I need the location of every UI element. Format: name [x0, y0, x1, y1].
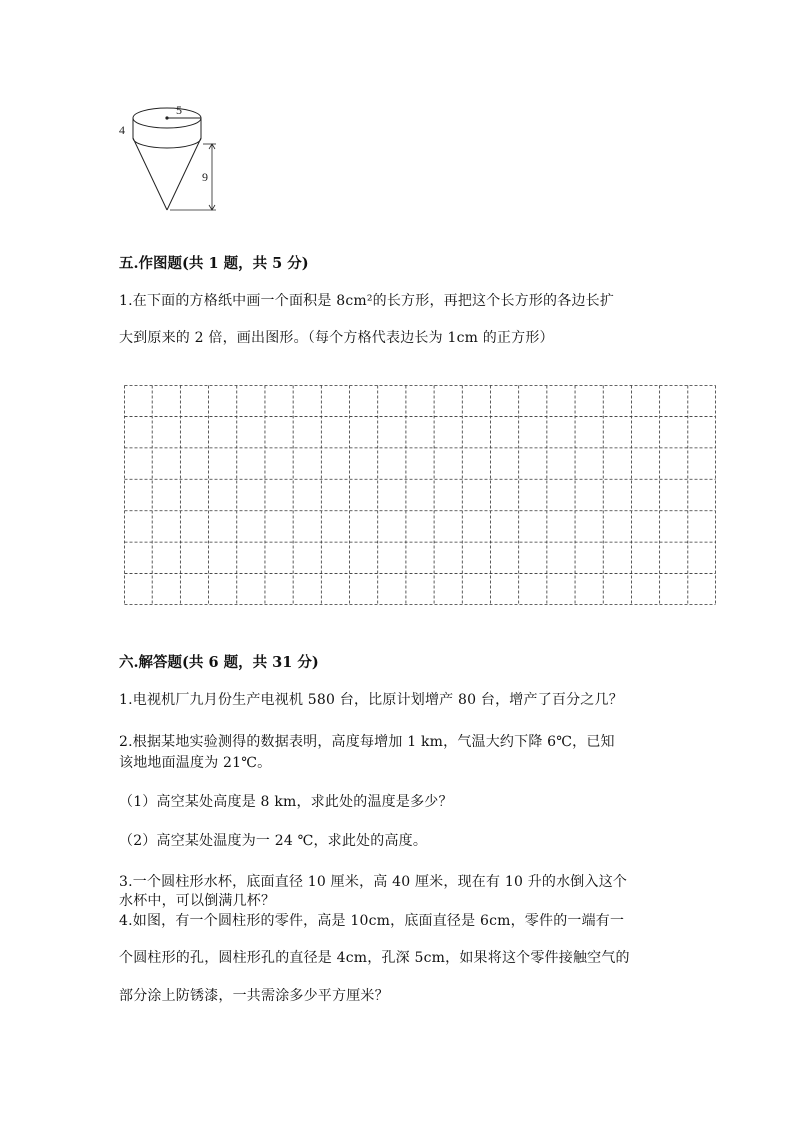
s6-q4-line2: 个圆柱形的孔，圆柱形孔的直径是 4cm，孔深 5cm，如果将这个零件接触空气的	[119, 950, 630, 966]
radius-label: 5	[176, 103, 182, 117]
cone-height-label: 9	[202, 170, 208, 184]
section6-heading: 六.解答题(共 6 题，共 31 分)	[119, 654, 319, 671]
cone-left-side	[133, 138, 167, 210]
s6-q2-line2: 该地地面温度为 21℃。	[119, 755, 272, 771]
section5-heading: 五.作图题(共 1 题，共 5 分)	[119, 255, 309, 272]
s6-q1: 1.电视机厂九月份生产电视机 580 台，比原计划增产 80 台，增产了百分之几？	[119, 692, 623, 708]
cylinder-height-label: 4	[119, 123, 125, 137]
s6-q3-line1: 3.一个圆柱形水杯，底面直径 10 厘米，高 40 厘米，现在有 10 升的水倒入这个	[119, 874, 628, 890]
s5-q1-line1: 1.在下面的方格纸中画一个面积是 8cm²的长方形，再把这个长方形的各边长扩	[119, 293, 615, 309]
s6-q2-sub1: （1）高空某处高度是 8 km，求此处的温度是多少？	[119, 794, 453, 810]
s6-q2-line1: 2.根据某地实验测得的数据表明，高度每增加 1 km，气温大约下降 6℃，已知	[119, 734, 615, 750]
s5-q1-line2: 大到原来的 2 倍，画出图形。（每个方格代表边长为 1cm 的正方形）	[119, 330, 554, 346]
s6-q2-sub2: （2）高空某处温度为一 24 ℃，求此处的高度。	[119, 833, 428, 849]
cylinder-cone-figure	[112, 92, 222, 216]
s6-q3-line2: 水杯中，可以倒满几杯？	[119, 893, 276, 909]
cone-right-side	[167, 138, 201, 210]
cylinder-bottom-arc	[133, 138, 201, 148]
s6-q4-line1: 4.如图，有一个圆柱形的零件，高是 10cm，底面直径是 6cm，零件的一端有一	[119, 913, 625, 929]
s6-q4-line3: 部分涂上防锈漆，一共需涂多少平方厘米？	[119, 988, 389, 1004]
graph-paper-grid	[124, 385, 716, 605]
